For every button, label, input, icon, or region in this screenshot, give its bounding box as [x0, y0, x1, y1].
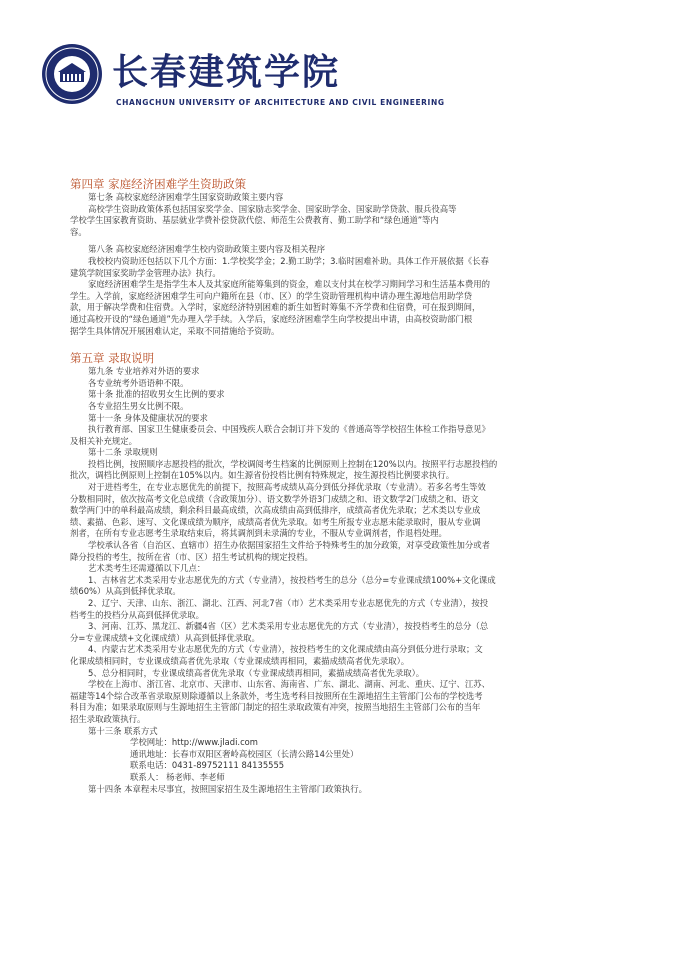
paragraph-line: 我校校内资助还包括以下几个方面：1.学校奖学金；2.勤工助学；3.临时困难补助。具体工作开展依据《长春: [88, 255, 489, 266]
paragraph-line: 各专业统考外语语种不限。: [88, 377, 189, 388]
contact-website: 学校网址：http://www.jladi.com: [130, 737, 258, 748]
document-body: [70, 177, 636, 795]
paragraph-line: 家庭经济困难学生是指学生本人及其家庭所能筹集到的资金，难以支付其在校学习期间学习和生活基本费用的: [88, 279, 490, 290]
paragraph-line: 艺术类考生还需遵循以下几点：: [88, 563, 206, 574]
paragraph-line: 及相关补充规定。: [70, 435, 137, 446]
paragraph-line: 学校在上海市、浙江省、北京市、天津市、山东省、海南省、广东、湖北、湖南、河北、重庆、辽宁、江苏、: [88, 679, 490, 690]
contact-address: 通讯地址：长春市双阳区奢岭高校园区（长清公路14公里处）: [130, 748, 359, 759]
paragraph-line: 投档比例，按照顺序志愿投档的批次，学校调阅考生档案的比例原则上控制在120%以内。按照平行志愿投档的: [88, 458, 498, 469]
paragraph-line: 分数相同时，依次按高考文化总成绩（含政策加分）、语文数学外语3门成绩之和、语文数学2门成绩之和、语文: [70, 493, 479, 504]
article-11-heading: 第十一条 身体及健康状况的要求: [88, 412, 208, 423]
paragraph-line: 学校学生国家教育资助、基层就业学费补偿贷款代偿、师范生公费教育、勤工助学和“绿色通道”等内: [70, 215, 439, 226]
paragraph-line: 分=专业课成绩+文化课成绩）从高到低择优录取。: [70, 632, 260, 643]
article-13-heading: 第十三条 联系方式: [88, 725, 158, 736]
university-english-name: CHANGCHUN UNIVERSITY OF ARCHITECTURE AND CIVIL ENGINEERING: [116, 98, 445, 107]
paragraph-line: 学生。入学前，家庭经济困难学生可向户籍所在县（市、区）的学生资助管理机构申请办理生源地信用助学贷: [70, 290, 472, 301]
paragraph-line: 容。: [70, 226, 87, 237]
paragraph-line: 科目为准；如果录取原则与生源地招生主管部门制定的招生录取政策有冲突，按照当地招生主管部门公布的当年: [70, 702, 481, 713]
paragraph-line: 福建等14个综合改革省录取原则除遵循以上条款外，考生选考科目按照所在生源地招生主管部门公布的学校选考: [70, 690, 483, 701]
article-10-heading: 第十条 批准的招收男女生比例的要求: [88, 389, 225, 400]
paragraph-line: 绩、素描、色彩、速写、文化课成绩为顺序，成绩高者优先录取。如考生所报专业志愿未能录取时，服从专业调: [70, 516, 481, 527]
paragraph-line: 剂者，在所有专业志愿考生录取结束后，将其调剂到未录满的专业，不服从专业调剂者，作退档处理。: [70, 528, 447, 539]
article-14: 第十四条 本章程未尽事宜，按照国家招生及生源地招生主管部门政策执行。: [88, 783, 368, 794]
paragraph-line: 通过高校开设的“绿色通道”先办理入学手续。入学后，家庭经济困难学生向学校提出申请，由高校资助部门根: [70, 313, 473, 324]
paragraph-line: 执行教育部、国家卫生健康委员会、中国残疾人联合会制订并下发的《普通高等学校招生体检工作指导意见》: [88, 424, 490, 435]
paragraph-line: 建筑学院国家奖助学金管理办法》执行。: [70, 267, 221, 278]
university-logotype: 长春建筑学院: [112, 51, 341, 93]
paragraph-line: 各专业招生男女比例不限。: [88, 400, 189, 411]
paragraph-line: 据学生具体情况开展困难认定，采取不同措施给予资助。: [70, 325, 280, 336]
paragraph-line: 数学两门中的单科最高成绩，剩余科目最高成绩，次高成绩由高到低排序，成绩高者优先录取；艺术类以专业成: [70, 505, 481, 516]
paragraph-line: 3、河南、江苏、黑龙江、新疆4省（区）艺术类采用专业志愿优先的方式（专业清），按投档考生的总分（总: [88, 621, 489, 632]
paragraph-line: 档考生的投档分从高到低择优录取。: [70, 609, 204, 620]
paragraph-line: 绩60%）从高到低择优录取。: [70, 586, 181, 597]
paragraph-line: 4、内蒙古艺术类采用专业志愿优先的方式（专业清），按投档考生的文化课成绩由高分到低分进行录取；文: [88, 644, 483, 655]
page-header: [40, 36, 640, 126]
paragraph-line: 5、总分相同时，专业课成绩高者优先录取（专业课成绩再相同，素描成绩高者优先录取）。: [88, 667, 425, 678]
chapter-4-title: 第四章 家庭经济困难学生资助政策: [70, 177, 247, 191]
article-7-heading: 第七条 高校家庭经济困难学生国家资助政策主要内容: [88, 192, 284, 202]
paragraph-line: 批次，调档比例原则上控制在105%以内。如生源省份投档比例有特殊规定，按生源投档比例要求执行。: [70, 470, 455, 481]
article-8-heading: 第八条 高校家庭经济困难学生校内资助政策主要内容及相关程序: [88, 244, 326, 255]
paragraph-line: 对于进档考生，在专业志愿优先的前提下，按照高考成绩从高分到低分择优录取（专业清）。若多名考生等效: [88, 482, 486, 493]
contact-phone: 联系电话：0431-89752111 84135555: [130, 760, 285, 771]
article-9-heading: 第九条 专业培养对外语的要求: [88, 366, 200, 377]
paragraph-line: 学校承认各省（自治区、直辖市）招生办依据国家招生文件给予特殊考生的加分政策，对享受政策性加分或者: [88, 540, 490, 551]
paragraph-line: 招生录取政策执行。: [70, 713, 146, 724]
university-seal-icon: [40, 42, 104, 106]
paragraph-line: 降分投档的考生，按所在省（市、区）招生考试机构的规定投档。: [70, 551, 313, 562]
article-12-heading: 第十二条 录取规则: [88, 447, 158, 458]
paragraph-line: 化课成绩相同时，专业课成绩高者优先录取（专业课成绩再相同，素描成绩高者优先录取）。: [70, 655, 410, 666]
paragraph-line: 款，用于解决学费和住宿费。入学时，家庭经济特别困难的新生如暂时筹集不齐学费和住宿费，可在报到期间，: [70, 302, 481, 313]
paragraph-line: 2、辽宁、天津、山东、浙江、湖北、江西、河北7省（市）艺术类采用专业志愿优先的方式（专业清），按投: [88, 598, 489, 608]
chapter-5-title: 第五章 录取说明: [70, 351, 155, 366]
contact-person: 联系人： 杨老师、李老师: [130, 771, 225, 782]
paragraph-line: 1、吉林省艺术类采用专业志愿优先的方式（专业清），按投档考生的总分（总分=专业课成绩100%+文化课成: [88, 574, 496, 585]
paragraph-line: 高校学生资助政策体系包括国家奖学金、国家励志奖学金、国家助学金、国家助学贷款、服兵役高等: [88, 203, 457, 214]
